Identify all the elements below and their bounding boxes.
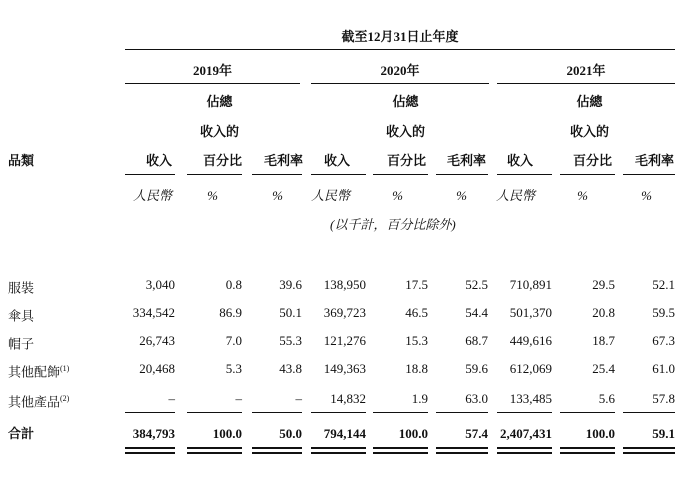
subtotal-rule bbox=[560, 412, 615, 413]
cell: 5.6 bbox=[598, 391, 615, 406]
year-2020-header: 2020年 bbox=[380, 63, 420, 78]
cell: 52.1 bbox=[652, 277, 675, 292]
cell: 138,950 bbox=[323, 277, 366, 292]
total-double-rule bbox=[252, 452, 302, 454]
total-cell: 384,793 bbox=[132, 426, 175, 441]
cell: 7.0 bbox=[225, 333, 242, 348]
cell: 20,468 bbox=[139, 361, 175, 376]
period-rule bbox=[125, 49, 675, 50]
year-2021-header: 2021年 bbox=[566, 63, 606, 78]
unit-2019-revenue: 人民幣 bbox=[132, 188, 172, 203]
cell: – bbox=[295, 391, 302, 406]
cell: 46.5 bbox=[405, 305, 428, 320]
cell: – bbox=[235, 391, 242, 406]
cell: 17.5 bbox=[405, 277, 428, 292]
cell: 710,891 bbox=[509, 277, 552, 292]
total-double-rule bbox=[497, 447, 552, 449]
total-cell: 794,144 bbox=[323, 426, 366, 441]
units-note: (以千計，百分比除外) bbox=[330, 217, 456, 232]
subtotal-rule bbox=[373, 412, 428, 413]
header-rule bbox=[560, 174, 615, 175]
category-header: 品類 bbox=[8, 153, 35, 168]
total-cell: 59.1 bbox=[652, 426, 675, 441]
unit-2021-revenue: 人民幣 bbox=[495, 188, 535, 203]
total-cell: 100.0 bbox=[212, 426, 242, 441]
row-label: 傘具 bbox=[8, 308, 35, 324]
subtotal-rule bbox=[497, 412, 552, 413]
margin-header-2020: 毛利率 bbox=[446, 153, 486, 168]
unit-2019-share: % bbox=[207, 188, 218, 203]
unit-2020-revenue: 人民幣 bbox=[310, 188, 350, 203]
share-header-2019-line3: 百分比 bbox=[202, 153, 242, 168]
share-header-2019-line1: 佔總 bbox=[206, 94, 233, 109]
year-2021-rule bbox=[497, 83, 675, 84]
row-label: 服裝 bbox=[8, 280, 35, 296]
cell: 61.0 bbox=[652, 361, 675, 376]
cell: 25.4 bbox=[592, 361, 615, 376]
cell: 121,276 bbox=[323, 333, 366, 348]
revenue-header-2019: 收入 bbox=[145, 153, 172, 168]
total-double-rule bbox=[373, 452, 428, 454]
period-header: 截至12月31日止年度 bbox=[341, 29, 459, 44]
total-label: 合計 bbox=[8, 426, 35, 441]
cell: 501,370 bbox=[509, 305, 552, 320]
header-rule bbox=[125, 174, 175, 175]
total-double-rule bbox=[497, 452, 552, 454]
total-cell: 100.0 bbox=[585, 426, 615, 441]
cell: 369,723 bbox=[323, 305, 366, 320]
total-cell: 100.0 bbox=[398, 426, 428, 441]
cell: – bbox=[168, 391, 175, 406]
cell: 0.8 bbox=[225, 277, 242, 292]
row-label: 其他配飾$^{(1)}$ bbox=[8, 364, 70, 380]
cell: 50.1 bbox=[279, 305, 302, 320]
unit-2020-margin: % bbox=[456, 188, 467, 203]
cell: 29.5 bbox=[592, 277, 615, 292]
total-double-rule bbox=[252, 447, 302, 449]
unit-2021-share: % bbox=[577, 188, 588, 203]
row-label: 帽子 bbox=[8, 336, 35, 352]
share-header-2021-line1: 佔總 bbox=[576, 94, 603, 109]
share-header-2020-line1: 佔總 bbox=[392, 94, 419, 109]
cell: 612,069 bbox=[509, 361, 552, 376]
subtotal-rule bbox=[623, 412, 675, 413]
header-rule bbox=[497, 174, 552, 175]
cell: 57.8 bbox=[652, 391, 675, 406]
cell: 43.8 bbox=[279, 361, 302, 376]
cell: 334,542 bbox=[132, 305, 175, 320]
share-header-2020-line3: 百分比 bbox=[386, 153, 426, 168]
cell: 15.3 bbox=[405, 333, 428, 348]
total-double-rule bbox=[623, 452, 675, 454]
header-rule bbox=[436, 174, 488, 175]
cell: 26,743 bbox=[139, 333, 175, 348]
year-2019-header: 2019年 bbox=[192, 63, 232, 78]
cell: 52.5 bbox=[465, 277, 488, 292]
cell: 1.9 bbox=[411, 391, 428, 406]
total-double-rule bbox=[187, 452, 242, 454]
header-rule bbox=[187, 174, 242, 175]
share-header-2020-line2: 收入的 bbox=[385, 124, 425, 139]
header-rule bbox=[252, 174, 302, 175]
cell: 86.9 bbox=[219, 305, 242, 320]
subtotal-rule bbox=[436, 412, 488, 413]
total-double-rule bbox=[560, 447, 615, 449]
total-double-rule bbox=[125, 452, 175, 454]
row-label: 其他產品$^{(2)}$ bbox=[8, 394, 70, 410]
cell: 449,616 bbox=[509, 333, 552, 348]
revenue-header-2020: 收入 bbox=[323, 153, 350, 168]
cell: 59.6 bbox=[465, 361, 488, 376]
year-2019-rule bbox=[125, 83, 300, 84]
total-cell: 2,407,431 bbox=[500, 426, 552, 441]
unit-2020-share: % bbox=[392, 188, 403, 203]
cell: 14,832 bbox=[330, 391, 366, 406]
total-cell: 50.0 bbox=[279, 426, 302, 441]
cell: 18.8 bbox=[405, 361, 428, 376]
year-2020-rule bbox=[311, 83, 489, 84]
subtotal-rule bbox=[252, 412, 302, 413]
unit-2021-margin: % bbox=[641, 188, 652, 203]
revenue-header-2021: 收入 bbox=[506, 153, 533, 168]
cell: 133,485 bbox=[509, 391, 552, 406]
cell: 5.3 bbox=[225, 361, 242, 376]
share-header-2019-line2: 收入的 bbox=[199, 124, 239, 139]
header-rule bbox=[373, 174, 428, 175]
total-double-rule bbox=[436, 452, 488, 454]
subtotal-rule bbox=[311, 412, 366, 413]
header-rule bbox=[623, 174, 675, 175]
cell: 55.3 bbox=[279, 333, 302, 348]
cell: 149,363 bbox=[323, 361, 366, 376]
share-header-2021-line2: 收入的 bbox=[569, 124, 609, 139]
cell: 67.3 bbox=[652, 333, 675, 348]
cell: 59.5 bbox=[652, 305, 675, 320]
cell: 20.8 bbox=[592, 305, 615, 320]
total-double-rule bbox=[623, 447, 675, 449]
subtotal-rule bbox=[125, 412, 175, 413]
total-double-rule bbox=[311, 452, 366, 454]
total-double-rule bbox=[125, 447, 175, 449]
total-double-rule bbox=[187, 447, 242, 449]
total-double-rule bbox=[373, 447, 428, 449]
total-cell: 57.4 bbox=[465, 426, 488, 441]
cell: 39.6 bbox=[279, 277, 302, 292]
unit-2019-margin: % bbox=[272, 188, 283, 203]
cell: 63.0 bbox=[465, 391, 488, 406]
cell: 3,040 bbox=[145, 277, 175, 292]
cell: 68.7 bbox=[465, 333, 488, 348]
subtotal-rule bbox=[187, 412, 242, 413]
margin-header-2021: 毛利率 bbox=[634, 153, 674, 168]
margin-header-2019: 毛利率 bbox=[263, 153, 303, 168]
total-double-rule bbox=[436, 447, 488, 449]
total-double-rule bbox=[311, 447, 366, 449]
header-rule bbox=[311, 174, 366, 175]
cell: 18.7 bbox=[592, 333, 615, 348]
cell: 54.4 bbox=[465, 305, 488, 320]
total-double-rule bbox=[560, 452, 615, 454]
share-header-2021-line3: 百分比 bbox=[572, 153, 612, 168]
